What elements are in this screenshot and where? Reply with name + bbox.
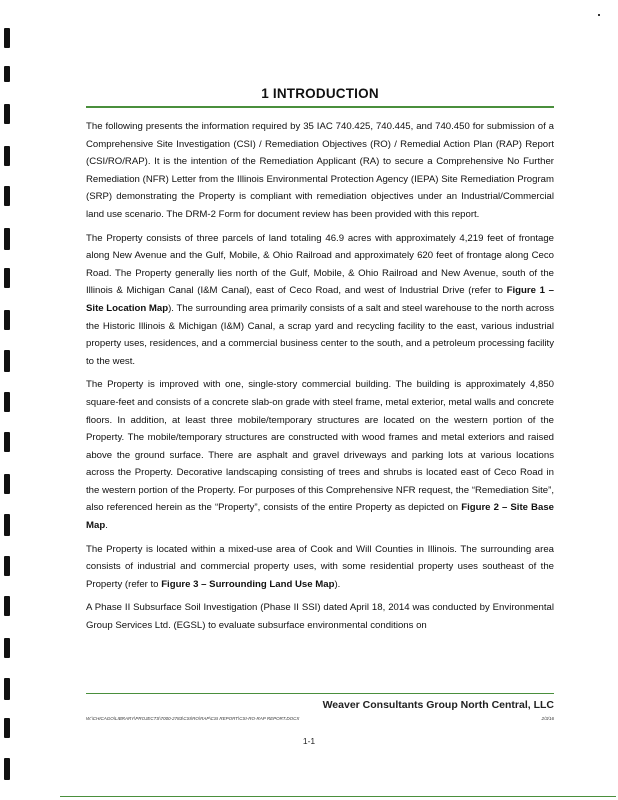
footer-rule bbox=[86, 693, 554, 694]
body-text bbox=[86, 118, 554, 641]
bottom-edge-line bbox=[60, 796, 616, 797]
binder-mark bbox=[4, 758, 10, 780]
file-date: 2/3/16 bbox=[541, 716, 554, 721]
paragraph bbox=[86, 118, 554, 224]
binder-mark bbox=[4, 350, 10, 372]
binder-mark bbox=[4, 596, 10, 616]
paragraph-text: The Property is improved with one, single-story commercial building. The building is approximately 4,850 square-feet and consists of a concrete slab-on grade with steel frame, metal exterior, metal walls and concrete floors. In addition, at least three mobile/temporary structures are located on the western portion of the Property. The mobile/temporary structures are constructed with wood frames and metal exteriors and raised above the ground surface. There are asphalt and gravel driveways and parking lots at various locations across the Property. Decorative landscaping consisting of trees and shrubs is located east of Ceco Road in the western portion of the Property. For purposes of this Comprehensive NFR request, the “Remediation Site”, also referenced herein as the “Property”, consists of the entire Property as depicted on bbox=[86, 379, 554, 514]
company-name: Weaver Consultants Group North Central, LLC bbox=[322, 699, 554, 711]
paragraph bbox=[86, 376, 554, 534]
binder-mark bbox=[4, 678, 10, 700]
binder-mark bbox=[4, 474, 10, 494]
binder-mark bbox=[4, 186, 10, 206]
binder-mark bbox=[4, 556, 10, 576]
binder-mark bbox=[4, 268, 10, 288]
page-number: 1-1 bbox=[302, 736, 316, 746]
paragraph-text: The following presents the information required by 35 IAC 740.425, 740.445, and 740.450 for submission of a Comprehensive Site Investigation (CSI) / Remediation Objectives (RO) / Remedial Action Plan (RAP) Report (CSI/RO/RAP). It is the intention of the Remediation Applicant (RA) to secure a Comprehensive No Further Remediation (NFR) Letter from the Illinois Environmental Protection Agency (IEPA) Site Remediation Program (SRP) demonstrating the Property is compliant with remediation objectives under an Industrial/Commercial land use scenario. The DRM-2 Form for document review has been provided with this report. bbox=[86, 121, 554, 220]
figure-reference: Figure 2 – Site Base Map bbox=[86, 502, 554, 532]
heading-rule bbox=[86, 106, 554, 108]
binder-mark bbox=[4, 310, 10, 330]
binder-mark bbox=[4, 392, 10, 412]
binder-mark bbox=[4, 66, 10, 82]
section-heading: 1 INTRODUCTION bbox=[261, 86, 379, 101]
binder-mark bbox=[4, 432, 10, 452]
paragraph-text: A Phase II Subsurface Soil Investigation (Phase II SSI) dated April 18, 2014 was conducted by Environmental Group Services Ltd. (EGSL) to evaluate subsurface environmental conditions on bbox=[86, 602, 554, 632]
paragraph-text: . bbox=[105, 520, 108, 532]
paragraph bbox=[86, 230, 554, 371]
paragraph-text: The Property is located within a mixed-use area of Cook and Will Counties in Illinois. The surrounding area consists of industrial and commercial property uses, with some residential property uses southeast of the Property (refer to bbox=[86, 543, 554, 590]
file-path: W:\CHICAGO\LIBRARY\PROJECTS\7000-2783\CSI\RO\RAP\CSI REPORT\CSI-RO-RAP REPORT.DOCX bbox=[86, 716, 300, 721]
paragraph bbox=[86, 541, 554, 594]
binder-mark bbox=[4, 638, 10, 658]
paragraph-text: ). The surrounding area primarily consists of a salt and steel warehouse to the north across the Historic Illinois & Michigan (I&M) Canal, a scrap yard and recycling facility to the east, various industrial property uses, residences, and a commercial business center to the south, and a petroleum processing facility to the west. bbox=[86, 302, 554, 367]
figure-reference: Figure 3 – Surrounding Land Use Map bbox=[161, 578, 335, 590]
binder-mark bbox=[4, 718, 10, 738]
binder-mark bbox=[4, 514, 10, 536]
paragraph-text: The Property consists of three parcels of land totaling 46.9 acres with approximately 4,219 feet of frontage along New Avenue and the Gulf, Mobile, & Ohio Railroad and approximately 620 feet of frontage along Ceco Road. The Property generally lies north of the Gulf, Mobile, & Ohio Railroad and New Avenue, south of the Illinois & Michigan Canal (I&M Canal), east of Ceco Road, and west of Industrial Drive (refer to bbox=[86, 232, 554, 297]
binder-mark bbox=[4, 146, 10, 166]
figure-reference: Figure 1 – Site Location Map bbox=[86, 285, 554, 314]
binder-mark bbox=[4, 104, 10, 124]
binder-hole-marks bbox=[0, 0, 14, 800]
binder-mark bbox=[4, 28, 10, 48]
scan-speck bbox=[598, 14, 600, 16]
paragraph bbox=[86, 599, 554, 634]
binder-mark bbox=[4, 228, 10, 250]
paragraph-text: ). bbox=[334, 578, 341, 590]
